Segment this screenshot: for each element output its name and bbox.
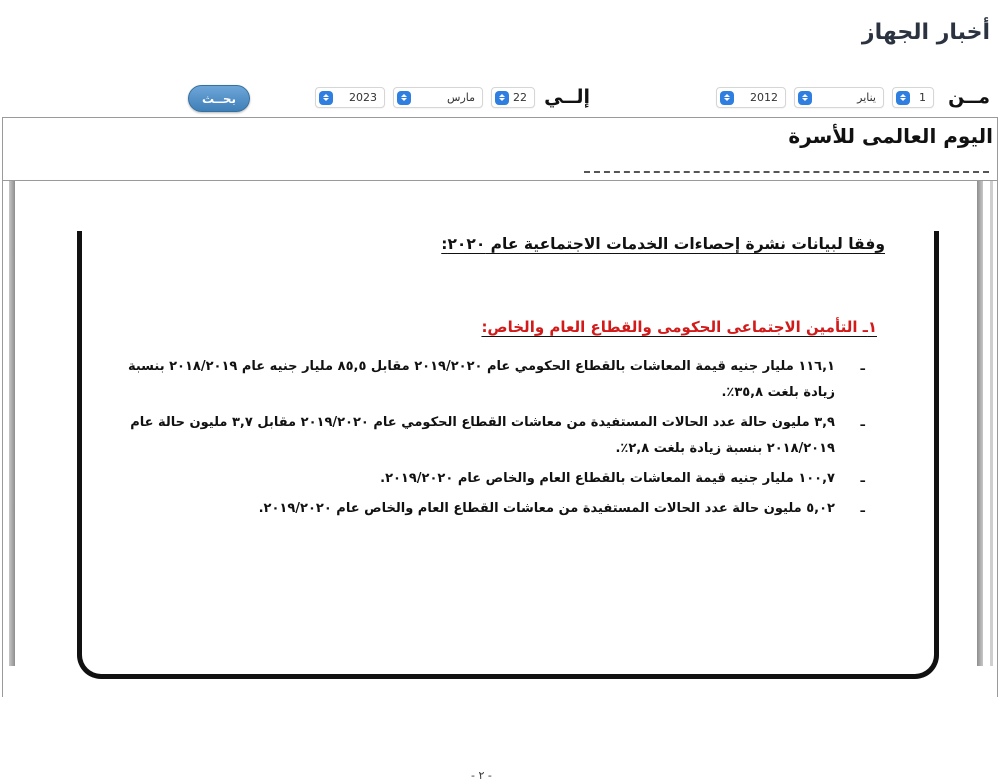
search-button[interactable]: بحــث <box>188 85 250 112</box>
to-month-select[interactable] <box>393 87 483 108</box>
chevron-updown-icon <box>495 91 509 105</box>
list-item <box>105 410 865 462</box>
date-range-filter <box>0 84 1000 112</box>
statistics-list <box>105 354 865 526</box>
dashed-divider <box>584 171 989 173</box>
article-panel <box>2 117 998 782</box>
chevron-updown-icon <box>319 91 333 105</box>
from-year-select[interactable] <box>716 87 786 108</box>
list-item-text: ٣,٩ مليون حالة عدد الحالات المستفيدة من معاشات القطاع الحكومي عام ٢٠١٩/٢٠٢٠ مقابل ٣,٧ مليون حالة عام ٢٠١٨/٢٠١٩ بنسبة زيادة بلغت ٢,٨٪. <box>130 415 835 456</box>
list-item-text: ١١٦,١ مليار جنيه قيمة المعاشات بالقطاع الحكومي عام ٢٠١٩/٢٠٢٠ مقابل ٨٥,٥ مليار جنيه عام ٢٠١٨/٢٠١٩ بنسبة زيادة بلغت ٣٥,٨٪. <box>127 359 835 400</box>
to-year-select[interactable] <box>315 87 385 108</box>
document-content <box>3 181 1000 782</box>
from-day-value: 1 <box>919 91 926 104</box>
from-label: مــن <box>948 86 990 108</box>
chevron-updown-icon <box>798 91 812 105</box>
page-title: أخبار الجهاز <box>861 20 990 45</box>
list-item <box>105 466 865 492</box>
from-day-select[interactable] <box>892 87 934 108</box>
bullet-marker: ـ <box>860 359 865 374</box>
list-item <box>105 354 865 406</box>
bullet-marker: ـ <box>860 471 865 486</box>
list-item-text: ١٠٠,٧ مليار جنيه قيمة المعاشات بالقطاع العام والخاص عام ٢٠١٩/٢٠٢٠. <box>380 471 835 486</box>
bullet-marker: ـ <box>860 501 865 516</box>
article-title[interactable]: اليوم العالمى للأسرة <box>788 124 993 148</box>
from-month-select[interactable] <box>794 87 884 108</box>
to-day-select[interactable] <box>491 87 535 108</box>
from-month-value: يناير <box>857 91 876 104</box>
chevron-updown-icon <box>720 91 734 105</box>
section-heading: ١ـ التأمين الاجتماعى الحكومى والقطاع العام والخاص: <box>481 318 877 336</box>
to-day-value: 22 <box>513 91 527 104</box>
chevron-updown-icon <box>397 91 411 105</box>
to-month-value: مارس <box>447 91 475 104</box>
page-number: - ٢ - <box>471 769 492 782</box>
document-intro: وفقا لبيانات نشرة إحصاءات الخدمات الاجتماعية عام ٢٠٢٠: <box>441 235 885 253</box>
list-item-text: ٥,٠٢ مليون حالة عدد الحالات المستفيدة من معاشات القطاع العام والخاص عام ٢٠١٩/٢٠٢٠. <box>258 501 835 516</box>
from-year-value: 2012 <box>750 91 778 104</box>
to-label: إلــي <box>544 86 590 108</box>
chevron-updown-icon <box>896 91 910 105</box>
list-item <box>105 496 865 522</box>
bullet-marker: ـ <box>860 415 865 430</box>
to-year-value: 2023 <box>349 91 377 104</box>
